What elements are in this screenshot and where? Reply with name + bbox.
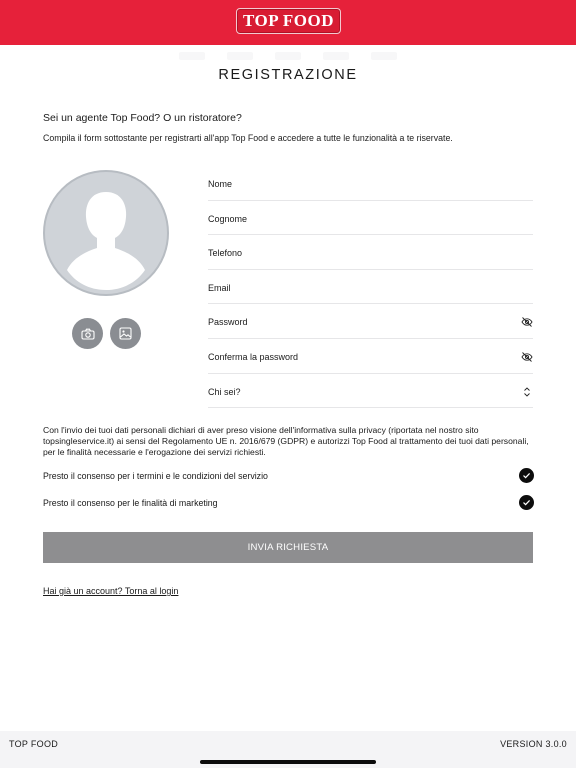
logo-text: TOP FOOD: [242, 11, 335, 30]
field-label: Nome: [208, 179, 233, 189]
field-cognome[interactable]: [208, 201, 533, 236]
back-to-login-link[interactable]: Hai già un account? Torna al login: [43, 586, 179, 596]
chevron-up-down-icon: [521, 386, 533, 398]
faded-nav-strip: [0, 52, 576, 64]
intro-description: Compila il form sottostante per registrarti all'app Top Food e accedere a tutte le funzionalità a te riservate.: [43, 133, 453, 143]
privacy-notice: Con l'invio dei tuoi dati personali dichiari di aver preso visione dell'informativa sulla privacy (riportata nel nostro sito topsingleservice.it) ai sensi del Regolamento UE n. 2016/679 (GDPR) e autorizzi Top Food al trattamento dei tuoi dati personali, per le finalità necessarie e l'erogazione dei servizi richiesti.: [43, 425, 529, 457]
camera-button[interactable]: [72, 318, 103, 349]
select-chi-sei[interactable]: [208, 374, 533, 409]
field-label: Conferma la password: [208, 351, 299, 362]
footer-brand: TOP FOOD: [9, 739, 59, 749]
version-label: VERSION 3.0.0: [500, 739, 567, 749]
home-indicator[interactable]: [200, 760, 376, 764]
field-label: Password: [208, 317, 248, 328]
registration-form: [208, 166, 533, 408]
field-label: Email: [208, 282, 231, 293]
checkmark-icon[interactable]: [519, 468, 534, 483]
intro-question: Sei un agente Top Food? O un ristoratore?: [43, 112, 242, 124]
avatar[interactable]: [43, 170, 169, 296]
consent-terms[interactable]: [43, 468, 534, 484]
consent-marketing[interactable]: [43, 495, 534, 511]
camera-icon: [81, 328, 95, 340]
field-label: Cognome: [208, 213, 248, 224]
field-label: Telefono: [208, 248, 243, 259]
top-food-logo: [236, 8, 341, 34]
field-email[interactable]: [208, 270, 533, 305]
checkmark-icon[interactable]: [519, 495, 534, 510]
field-password[interactable]: [208, 304, 533, 339]
top-app-bar: [0, 0, 576, 45]
gallery-button[interactable]: [110, 318, 141, 349]
eye-slash-icon[interactable]: [521, 351, 533, 363]
consent-label: Presto il consenso per i termini e le condizioni del servizio: [43, 471, 268, 481]
field-label: Chi sei?: [208, 386, 241, 397]
eye-slash-icon[interactable]: [521, 316, 533, 328]
field-nome[interactable]: [208, 166, 533, 201]
field-confirm-password[interactable]: [208, 339, 533, 374]
submit-button[interactable]: INVIA RICHIESTA: [43, 532, 533, 563]
consent-label: Presto il consenso per le finalità di marketing: [43, 498, 218, 508]
field-telefono[interactable]: [208, 235, 533, 270]
user-silhouette-icon: [45, 172, 167, 294]
image-gallery-icon: [119, 327, 132, 340]
page-title: REGISTRAZIONE: [218, 67, 358, 83]
